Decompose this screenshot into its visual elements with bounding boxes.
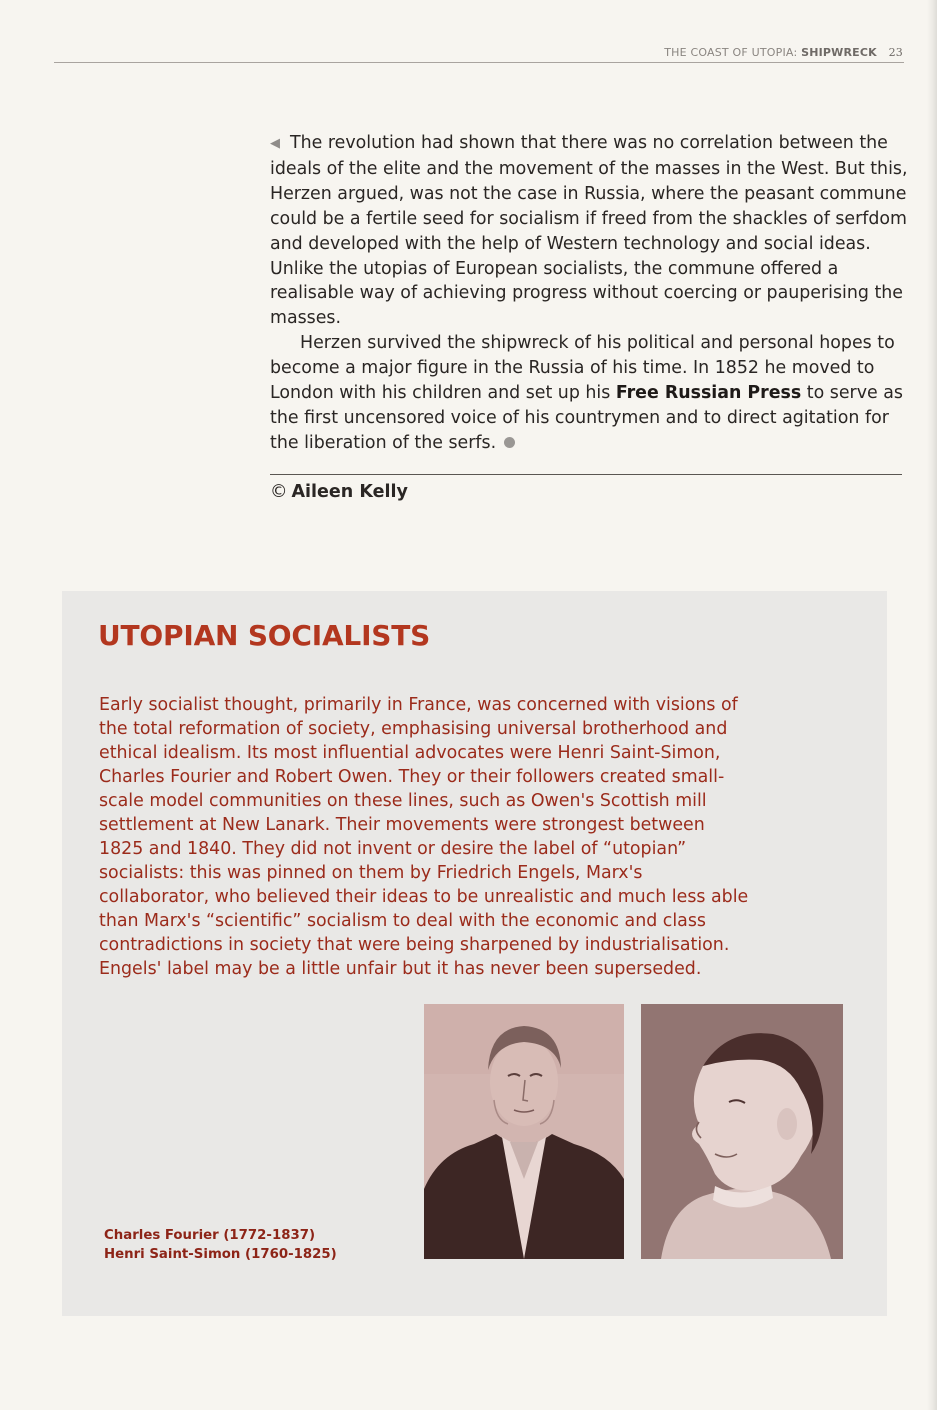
article-paragraph-1 — [270, 131, 910, 331]
header-rule — [54, 62, 904, 63]
sidebar-title: UTOPIAN SOCIALISTS — [98, 619, 431, 652]
portrait-captions — [104, 1226, 337, 1264]
continued-triangle-icon: ◀ — [270, 136, 280, 151]
utopian-socialists-sidebar — [62, 591, 887, 1316]
fourier-portrait-image — [424, 1004, 624, 1259]
end-bullet-icon — [504, 437, 515, 448]
caption-saint-simon: Henri Saint-Simon (1760-1825) — [104, 1247, 337, 1262]
portrait-henri-saint-simon — [641, 1004, 843, 1259]
running-head-title: THE COAST OF UTOPIA: — [664, 46, 798, 59]
author-credit — [270, 482, 408, 502]
article-body — [270, 131, 910, 456]
copyright-symbol: © — [270, 482, 288, 502]
article-paragraph-2-end: to serve as the first uncensored voice of his countrymen and to direct agitation for the liberation of the serfs. — [270, 383, 903, 453]
article-end-rule — [270, 474, 902, 475]
page-spine-shadow — [927, 0, 937, 1410]
caption-fourier: Charles Fourier (1772-1837) — [104, 1228, 316, 1243]
running-head-section: SHIPWRECK — [801, 46, 877, 59]
author-name: Aileen Kelly — [291, 482, 408, 502]
article-paragraph-2-text: Herzen survived the shipwreck of his political and personal hopes to become a major figure in the Russia of his time. In 1852 he moved to London with his children and set up his — [270, 333, 895, 404]
saint-simon-portrait-image — [641, 1004, 843, 1259]
article-paragraph-2 — [270, 331, 910, 456]
page-number: 23 — [888, 46, 903, 59]
portrait-charles-fourier — [424, 1004, 624, 1259]
free-russian-press-term: Free Russian Press — [615, 383, 802, 404]
sidebar-body: Early socialist thought, primarily in France, was concerned with visions of the total reformation of society, emphasising universal brotherhood and ethical idealism. Its most influential advocates were Henri Saint-Simon, Charles Fourier and Robert Owen. They or their followers created small-scale model communities on these lines, such as Owen's Scottish mill settlement at New Lanark. Their movements were strongest between 1825 and 1840. They did not invent or desire the label of “utopian” socialists: this was pinned on them by Friedrich Engels, Marx's collaborator, who believed their ideas to be unrealistic and much less able than Marx's “scientific” socialism to deal with the economic and class contradictions in society that were being sharpened by industrialisation. Engels' label may be a little unfair but it has never been superseded. — [99, 695, 749, 979]
article-paragraph-1-text: The revolution had shown that there was no correlation between the ideals of the elite and the movement of the masses in the West. But this, Herzen argued, was not the case in Russia, where the peasant commune could be a fertile seed for socialism if freed from the shackles of serfdom and developed with the help of Western technology and social ideas. Unlike the utopias of European socialists, the commune offered a realisable way of achieving progress without coercing or pauperising the masses. — [270, 133, 908, 329]
running-head — [664, 46, 903, 59]
